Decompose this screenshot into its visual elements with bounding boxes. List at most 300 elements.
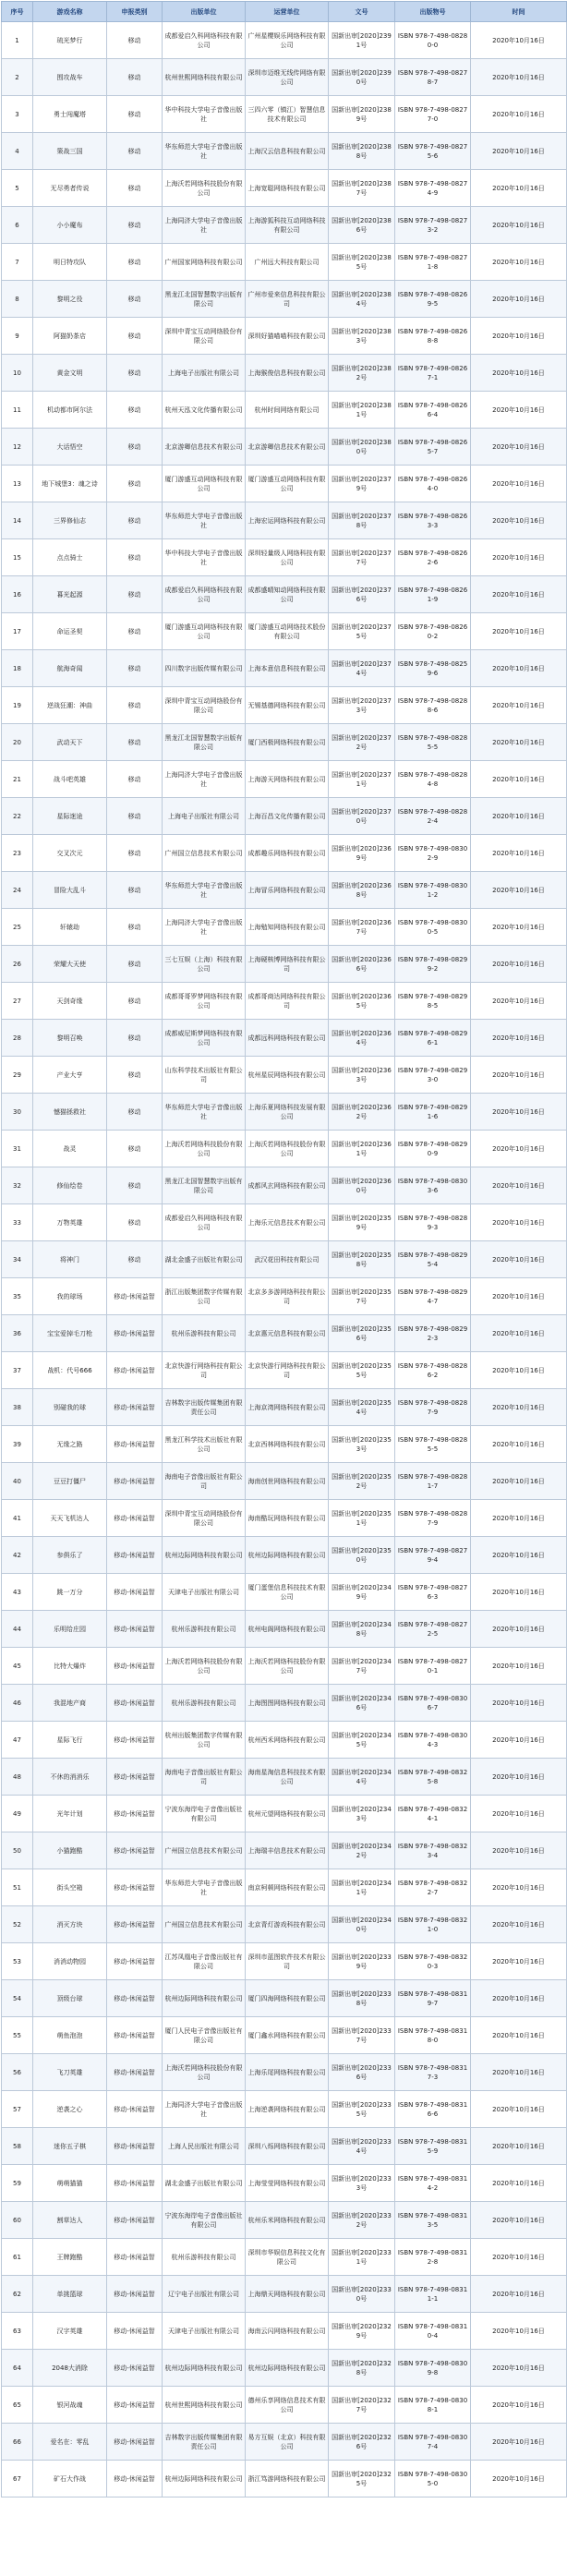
row-category: 移动	[107, 22, 163, 59]
table-row	[2, 1426, 567, 1463]
row-date: 2020年10月16日	[471, 1204, 567, 1241]
row-publisher: 四川数字出版传媒有限公司	[163, 650, 246, 687]
row-serial: 24	[2, 872, 33, 909]
row-date: 2020年10月16日	[471, 59, 567, 96]
row-serial: 5	[2, 170, 33, 207]
row-publisher: 上海同济大学电子音像出版社	[163, 761, 246, 798]
row-serial: 57	[2, 2091, 33, 2128]
row-game-name: 宝宝爱掉毛刀枪	[33, 1315, 107, 1352]
row-game-name: 爱名在：零乱	[33, 2424, 107, 2461]
row-date: 2020年10月16日	[471, 576, 567, 613]
row-approval-number: 国新出审[2020]2378号	[329, 502, 395, 539]
row-publisher: 江苏凤凰电子音像出版社有限公司	[163, 1943, 246, 1980]
row-category: 移动	[107, 466, 163, 502]
row-serial: 59	[2, 2165, 33, 2202]
row-serial: 65	[2, 2387, 33, 2424]
row-approval-number: 国新出审[2020]2387号	[329, 170, 395, 207]
row-publisher: 海南电子音像出版社有限公司	[163, 1759, 246, 1796]
row-approval-number: 国新出审[2020]2331号	[329, 2239, 395, 2276]
row-date: 2020年10月16日	[471, 2424, 567, 2461]
row-operator: 浙江笃游网络科技有限公司	[246, 2461, 329, 2497]
row-date: 2020年10月16日	[471, 1167, 567, 1204]
row-approval-number: 国新出审[2020]2390号	[329, 59, 395, 96]
row-operator: 南京柯顿网络科技有限公司	[246, 1869, 329, 1906]
table-row	[2, 170, 567, 207]
row-isbn: ISBN 978-7-498-08296-1	[395, 1020, 471, 1057]
row-serial: 63	[2, 2313, 33, 2350]
row-publisher: 华东师范大学电子音像出版社	[163, 1869, 246, 1906]
row-category: 移动-休闲益智	[107, 1611, 163, 1648]
row-serial: 11	[2, 392, 33, 429]
row-operator: 上海鼎天网络科技有限公司	[246, 2276, 329, 2313]
row-operator: 北京游卿信息技术有限公司	[246, 429, 329, 466]
row-isbn: ISBN 978-7-498-08273-2	[395, 207, 471, 244]
table-row	[2, 2165, 567, 2202]
header-game-name: 游戏名称	[33, 2, 107, 22]
row-approval-number: 国新出审[2020]2357号	[329, 1278, 395, 1315]
row-serial: 27	[2, 983, 33, 1020]
row-operator: 厦门游盛互动网络科技有限公司	[246, 466, 329, 502]
row-game-name: 飞刀英雄	[33, 2054, 107, 2091]
row-game-name: 策战三国	[33, 133, 107, 170]
row-publisher: 广州国立信息技术有限公司	[163, 1832, 246, 1869]
row-serial: 38	[2, 1389, 33, 1426]
row-game-name: 命运圣契	[33, 613, 107, 650]
table-row	[2, 2017, 567, 2054]
table-row	[2, 983, 567, 1020]
row-operator: 上海京湾网络科技有限公司	[246, 1389, 329, 1426]
row-game-name: 消灭方块	[33, 1906, 107, 1943]
table-row	[2, 724, 567, 761]
row-operator: 深圳好猫喵喵科技有限公司	[246, 318, 329, 355]
row-isbn: ISBN 978-7-498-08286-2	[395, 1352, 471, 1389]
row-operator: 杭州西禾网络科技有限公司	[246, 1722, 329, 1759]
row-game-name: 街头空箱	[33, 1869, 107, 1906]
row-date: 2020年10月16日	[471, 1389, 567, 1426]
row-approval-number: 国新出审[2020]2346号	[329, 1685, 395, 1722]
row-publisher: 上海电子出版社有限公司	[163, 355, 246, 392]
row-serial: 37	[2, 1352, 33, 1389]
row-serial: 6	[2, 207, 33, 244]
row-publisher: 黑龙江北国智慧数字出版有限公司	[163, 281, 246, 318]
row-game-name: 星际迷途	[33, 798, 107, 835]
row-isbn: ISBN 978-7-498-08274-9	[395, 170, 471, 207]
row-serial: 22	[2, 798, 33, 835]
row-isbn: ISBN 978-7-498-08315-9	[395, 2128, 471, 2165]
table-row	[2, 761, 567, 798]
row-date: 2020年10月16日	[471, 1648, 567, 1685]
row-serial: 36	[2, 1315, 33, 1352]
row-publisher: 黑龙江北国智慧数字出版有限公司	[163, 724, 246, 761]
row-game-name: 参俱乐了	[33, 1537, 107, 1574]
row-serial: 14	[2, 502, 33, 539]
row-game-name: 星际飞行	[33, 1722, 107, 1759]
row-category: 移动-休闲益智	[107, 1574, 163, 1611]
row-category: 移动-休闲益智	[107, 2165, 163, 2202]
row-isbn: ISBN 978-7-498-08285-5	[395, 724, 471, 761]
row-isbn: ISBN 978-7-498-08285-5	[395, 1426, 471, 1463]
row-isbn: ISBN 978-7-498-08317-3	[395, 2054, 471, 2091]
row-publisher: 深圳中青宝互动网络股份有限公司	[163, 1500, 246, 1537]
row-approval-number: 国新出审[2020]2369号	[329, 835, 395, 872]
row-category: 移动	[107, 909, 163, 946]
row-category: 移动-休闲益智	[107, 2387, 163, 2424]
row-date: 2020年10月16日	[471, 1020, 567, 1057]
row-operator: 上海硬核博网络科技有限公司	[246, 946, 329, 983]
row-approval-number: 国新出审[2020]2370号	[329, 798, 395, 835]
table-row	[2, 1463, 567, 1500]
row-approval-number: 国新出审[2020]2368号	[329, 872, 395, 909]
row-serial: 44	[2, 1611, 33, 1648]
row-serial: 50	[2, 1832, 33, 1869]
row-category: 移动-休闲益智	[107, 2239, 163, 2276]
row-publisher: 上海沃若网络科技股份有限公司	[163, 1131, 246, 1167]
row-serial: 15	[2, 539, 33, 576]
row-operator: 厦门蛋堡信息科技技术有限公司	[246, 1574, 329, 1611]
row-category: 移动-休闲益智	[107, 1315, 163, 1352]
row-approval-number: 国新出审[2020]2345号	[329, 1722, 395, 1759]
table-row	[2, 96, 567, 133]
row-publisher: 辽宁电子出版社有限公司	[163, 2276, 246, 2313]
table-row	[2, 281, 567, 318]
row-category: 移动-休闲益智	[107, 1463, 163, 1500]
row-approval-number: 国新出审[2020]2353号	[329, 1426, 395, 1463]
row-approval-number: 国新出审[2020]2332号	[329, 2202, 395, 2239]
row-date: 2020年10月16日	[471, 1500, 567, 1537]
row-category: 移动-休闲益智	[107, 2128, 163, 2165]
row-publisher: 杭州出版集团数字传媒有限公司	[163, 1722, 246, 1759]
row-operator: 杭州元望网络科技有限公司	[246, 1796, 329, 1832]
table-row	[2, 2054, 567, 2091]
row-category: 移动-休闲益智	[107, 1426, 163, 1463]
row-publisher: 成都爱启久科网络科技有限公司	[163, 22, 246, 59]
table-row	[2, 318, 567, 355]
table-row	[2, 1278, 567, 1315]
row-publisher: 上海沃若网络科技股份有限公司	[163, 2054, 246, 2091]
table-row	[2, 1943, 567, 1980]
row-category: 移动-休闲益智	[107, 1648, 163, 1685]
row-approval-number: 国新出审[2020]2341号	[329, 1869, 395, 1906]
row-date: 2020年10月16日	[471, 1906, 567, 1943]
row-date: 2020年10月16日	[471, 170, 567, 207]
row-category: 移动	[107, 207, 163, 244]
row-category: 移动	[107, 1057, 163, 1094]
table-row	[2, 22, 567, 59]
row-date: 2020年10月16日	[471, 687, 567, 724]
row-operator: 杭州时间网络有限公司	[246, 392, 329, 429]
row-category: 移动	[107, 318, 163, 355]
row-operator: 上海宽聪网络科技有限公司	[246, 170, 329, 207]
row-game-name: 消消动物园	[33, 1943, 107, 1980]
row-operator: 上海图图网络科技有限公司	[246, 1685, 329, 1722]
row-date: 2020年10月16日	[471, 724, 567, 761]
table-row	[2, 1167, 567, 1204]
row-date: 2020年10月16日	[471, 1426, 567, 1463]
row-operator: 杭州电阁网络科技有限公司	[246, 1611, 329, 1648]
row-isbn: ISBN 978-7-498-08318-0	[395, 2017, 471, 2054]
row-approval-number: 国新出审[2020]2347号	[329, 1648, 395, 1685]
row-isbn: ISBN 978-7-498-08275-6	[395, 133, 471, 170]
row-serial: 32	[2, 1167, 33, 1204]
row-date: 2020年10月16日	[471, 1241, 567, 1278]
row-publisher: 上海电子出版社有限公司	[163, 798, 246, 835]
table-row	[2, 613, 567, 650]
row-publisher: 北京快游行网络科技有限公司	[163, 1352, 246, 1389]
row-isbn: ISBN 978-7-498-08320-3	[395, 1943, 471, 1980]
row-isbn: ISBN 978-7-498-08298-5	[395, 983, 471, 1020]
row-category: 移动-休闲益智	[107, 2424, 163, 2461]
row-publisher: 上海同济大学电子音像出版社	[163, 909, 246, 946]
row-serial: 12	[2, 429, 33, 466]
row-operator: 杭州星辰网络科技有限公司	[246, 1057, 329, 1094]
row-category: 移动-休闲益智	[107, 1759, 163, 1796]
row-game-name: 光年计划	[33, 1796, 107, 1832]
row-operator: 成都风玄网络科技有限公司	[246, 1167, 329, 1204]
row-date: 2020年10月16日	[471, 835, 567, 872]
row-isbn: ISBN 978-7-498-08301-2	[395, 872, 471, 909]
row-approval-number: 国新出审[2020]2362号	[329, 1094, 395, 1131]
row-game-name: 我混地产商	[33, 1685, 107, 1722]
row-publisher: 上海沃若网络科技股份有限公司	[163, 170, 246, 207]
row-date: 2020年10月16日	[471, 1463, 567, 1500]
row-game-name: 机动都市阿尔法	[33, 392, 107, 429]
row-date: 2020年10月16日	[471, 22, 567, 59]
row-serial: 1	[2, 22, 33, 59]
row-game-name: 暮光起源	[33, 576, 107, 613]
row-date: 2020年10月16日	[471, 1315, 567, 1352]
row-game-name: 乐明给庄园	[33, 1611, 107, 1648]
row-game-name: 逆战狂潮：神曲	[33, 687, 107, 724]
row-category: 移动	[107, 1241, 163, 1278]
row-approval-number: 国新出审[2020]2342号	[329, 1832, 395, 1869]
row-publisher: 杭州边际网络科技有限公司	[163, 2350, 246, 2387]
header-publisher: 出版单位	[163, 2, 246, 22]
row-isbn: ISBN 978-7-498-08265-7	[395, 429, 471, 466]
row-game-name: 阿猫奶茶店	[33, 318, 107, 355]
row-serial: 13	[2, 466, 33, 502]
table-row	[2, 1131, 567, 1167]
row-approval-number: 国新出审[2020]2383号	[329, 318, 395, 355]
row-operator: 上海游狐科技互动网络科技有限公司	[246, 207, 329, 244]
row-game-name: 三界修仙志	[33, 502, 107, 539]
row-isbn: ISBN 978-7-498-08307-4	[395, 2424, 471, 2461]
row-category: 移动-休闲益智	[107, 1389, 163, 1426]
row-date: 2020年10月16日	[471, 2239, 567, 2276]
row-category: 移动	[107, 983, 163, 1020]
row-category: 移动-休闲益智	[107, 2054, 163, 2091]
row-approval-number: 国新出审[2020]2340号	[329, 1906, 395, 1943]
row-category: 移动-休闲益智	[107, 1685, 163, 1722]
row-isbn: ISBN 978-7-498-08299-2	[395, 946, 471, 983]
row-approval-number: 国新出审[2020]2361号	[329, 1131, 395, 1167]
row-game-name: 我的球场	[33, 1278, 107, 1315]
row-serial: 34	[2, 1241, 33, 1278]
row-publisher: 厦门游盛互动网络科技有限公司	[163, 466, 246, 502]
row-category: 移动	[107, 687, 163, 724]
row-date: 2020年10月16日	[471, 2202, 567, 2239]
table-row	[2, 2276, 567, 2313]
row-category: 移动	[107, 724, 163, 761]
approval-table-container	[1, 1, 566, 2497]
row-approval-number: 国新出审[2020]2381号	[329, 392, 395, 429]
table-row	[2, 1537, 567, 1574]
row-isbn: ISBN 978-7-498-08269-5	[395, 281, 471, 318]
table-row	[2, 1796, 567, 1832]
row-isbn: ISBN 978-7-498-08309-8	[395, 2350, 471, 2387]
row-serial: 48	[2, 1759, 33, 1796]
row-date: 2020年10月16日	[471, 872, 567, 909]
row-publisher: 浙江出版集团数字传媒有限公司	[163, 1278, 246, 1315]
table-row	[2, 429, 567, 466]
game-approval-table	[1, 1, 567, 2497]
row-category: 移动	[107, 355, 163, 392]
row-approval-number: 国新出审[2020]2354号	[329, 1389, 395, 1426]
row-game-name: 产业大亨	[33, 1057, 107, 1094]
row-isbn: ISBN 978-7-498-08260-2	[395, 613, 471, 650]
row-publisher: 厦门人民电子音像出版社有限公司	[163, 2017, 246, 2054]
row-operator: 三四六零（镇江）智慧信息技术有限公司	[246, 96, 329, 133]
header-row	[2, 2, 567, 22]
row-category: 移动-休闲益智	[107, 1796, 163, 1832]
table-row	[2, 1611, 567, 1648]
row-game-name: 顶级台球	[33, 1980, 107, 2017]
row-operator: 上海汉云信息科技有限公司	[246, 133, 329, 170]
row-operator: 上海猴俊信息科技有限公司	[246, 355, 329, 392]
row-approval-number: 国新出审[2020]2344号	[329, 1759, 395, 1796]
row-game-name: 天剑奇缘	[33, 983, 107, 1020]
row-date: 2020年10月16日	[471, 909, 567, 946]
row-game-name: 别碰我的球	[33, 1389, 107, 1426]
row-date: 2020年10月16日	[471, 1759, 567, 1796]
row-serial: 23	[2, 835, 33, 872]
table-row	[2, 1832, 567, 1869]
row-isbn: ISBN 978-7-498-08263-3	[395, 502, 471, 539]
row-category: 移动-休闲益智	[107, 1537, 163, 1574]
row-approval-number: 国新出审[2020]2328号	[329, 2350, 395, 2387]
row-serial: 29	[2, 1057, 33, 1094]
row-approval-number: 国新出审[2020]2384号	[329, 281, 395, 318]
row-publisher: 华东师范大学电子音像出版社	[163, 872, 246, 909]
row-publisher: 成都哥哥罗梦网络科技有限公司	[163, 983, 246, 1020]
table-row	[2, 2128, 567, 2165]
row-approval-number: 国新出审[2020]2386号	[329, 207, 395, 244]
table-row	[2, 1906, 567, 1943]
row-category: 移动-休闲益智	[107, 1980, 163, 2017]
table-row	[2, 835, 567, 872]
table-row	[2, 355, 567, 392]
table-row	[2, 2239, 567, 2276]
row-serial: 52	[2, 1906, 33, 1943]
row-approval-number: 国新出审[2020]2360号	[329, 1167, 395, 1204]
row-game-name: 荣耀大天使	[33, 946, 107, 983]
row-game-name: 无尽勇者传说	[33, 170, 107, 207]
row-approval-number: 国新出审[2020]2350号	[329, 1537, 395, 1574]
row-date: 2020年10月16日	[471, 133, 567, 170]
row-category: 移动	[107, 244, 163, 281]
row-approval-number: 国新出审[2020]2371号	[329, 761, 395, 798]
row-publisher: 湖北金盛子出版社有限公司	[163, 1241, 246, 1278]
row-date: 2020年10月16日	[471, 1574, 567, 1611]
row-date: 2020年10月16日	[471, 2165, 567, 2202]
row-operator: 深圳轻量级人网络科技有限公司	[246, 539, 329, 576]
row-serial: 10	[2, 355, 33, 392]
row-serial: 20	[2, 724, 33, 761]
row-isbn: ISBN 978-7-498-08266-4	[395, 392, 471, 429]
row-category: 移动	[107, 1131, 163, 1167]
row-date: 2020年10月16日	[471, 1352, 567, 1389]
row-category: 移动	[107, 96, 163, 133]
row-serial: 21	[2, 761, 33, 798]
row-approval-number: 国新出审[2020]2363号	[329, 1057, 395, 1094]
row-isbn: ISBN 978-7-498-08319-7	[395, 1980, 471, 2017]
row-date: 2020年10月16日	[471, 2350, 567, 2387]
row-game-name: 围攻战车	[33, 59, 107, 96]
row-serial: 8	[2, 281, 33, 318]
row-approval-number: 国新出审[2020]2333号	[329, 2165, 395, 2202]
row-isbn: ISBN 978-7-498-08295-4	[395, 1241, 471, 1278]
row-category: 移动	[107, 835, 163, 872]
row-approval-number: 国新出审[2020]2359号	[329, 1204, 395, 1241]
row-game-name: 点点骑士	[33, 539, 107, 576]
row-game-name: 萌萌猫猫	[33, 2165, 107, 2202]
row-category: 移动-休闲益智	[107, 1500, 163, 1537]
table-row	[2, 1057, 567, 1094]
row-publisher: 山东科学技术出版社有限公司	[163, 1057, 246, 1094]
row-category: 移动	[107, 539, 163, 576]
table-row	[2, 2091, 567, 2128]
row-game-name: 黎明之役	[33, 281, 107, 318]
row-operator: 成都远科网络科技有限公司	[246, 1020, 329, 1057]
row-date: 2020年10月16日	[471, 1943, 567, 1980]
row-date: 2020年10月16日	[471, 946, 567, 983]
row-game-name: 黎明召唤	[33, 1020, 107, 1057]
row-serial: 46	[2, 1685, 33, 1722]
row-date: 2020年10月16日	[471, 96, 567, 133]
row-operator: 杭州边际网络科技有限公司	[246, 2350, 329, 2387]
row-isbn: ISBN 978-7-498-08277-0	[395, 96, 471, 133]
row-isbn: ISBN 978-7-498-08321-0	[395, 1906, 471, 1943]
table-row	[2, 2387, 567, 2424]
row-game-name: 黄金文明	[33, 355, 107, 392]
row-operator: 上海莹莹网络科技有限公司	[246, 2165, 329, 2202]
row-isbn: ISBN 978-7-498-08267-1	[395, 355, 471, 392]
row-game-name: 琉光梦行	[33, 22, 107, 59]
row-game-name: 航海奇闻	[33, 650, 107, 687]
row-category: 移动	[107, 392, 163, 429]
row-category: 移动	[107, 872, 163, 909]
row-approval-number: 国新出审[2020]2366号	[329, 946, 395, 983]
row-operator: 成都趣乐网络科技有限公司	[246, 835, 329, 872]
row-date: 2020年10月16日	[471, 613, 567, 650]
table-row	[2, 2461, 567, 2497]
row-isbn: ISBN 978-7-498-08259-6	[395, 650, 471, 687]
row-publisher: 华中科技大学电子音像出版社	[163, 96, 246, 133]
row-publisher: 杭州边际网络科技有限公司	[163, 1537, 246, 1574]
table-row	[2, 2202, 567, 2239]
row-date: 2020年10月16日	[471, 1685, 567, 1722]
row-approval-number: 国新出审[2020]2355号	[329, 1352, 395, 1389]
row-game-name: 萌鱼泡泡	[33, 2017, 107, 2054]
row-date: 2020年10月16日	[471, 2276, 567, 2313]
row-publisher: 吉林数字出版传媒集团有限责任公司	[163, 2424, 246, 2461]
row-date: 2020年10月16日	[471, 2091, 567, 2128]
row-approval-number: 国新出审[2020]2352号	[329, 1463, 395, 1500]
row-operator: 北京青灯游戏科技有限公司	[246, 1906, 329, 1943]
row-date: 2020年10月16日	[471, 2313, 567, 2350]
table-header	[2, 2, 567, 22]
row-isbn: ISBN 978-7-498-08311-1	[395, 2276, 471, 2313]
row-publisher: 杭州边际网络科技有限公司	[163, 2461, 246, 2497]
